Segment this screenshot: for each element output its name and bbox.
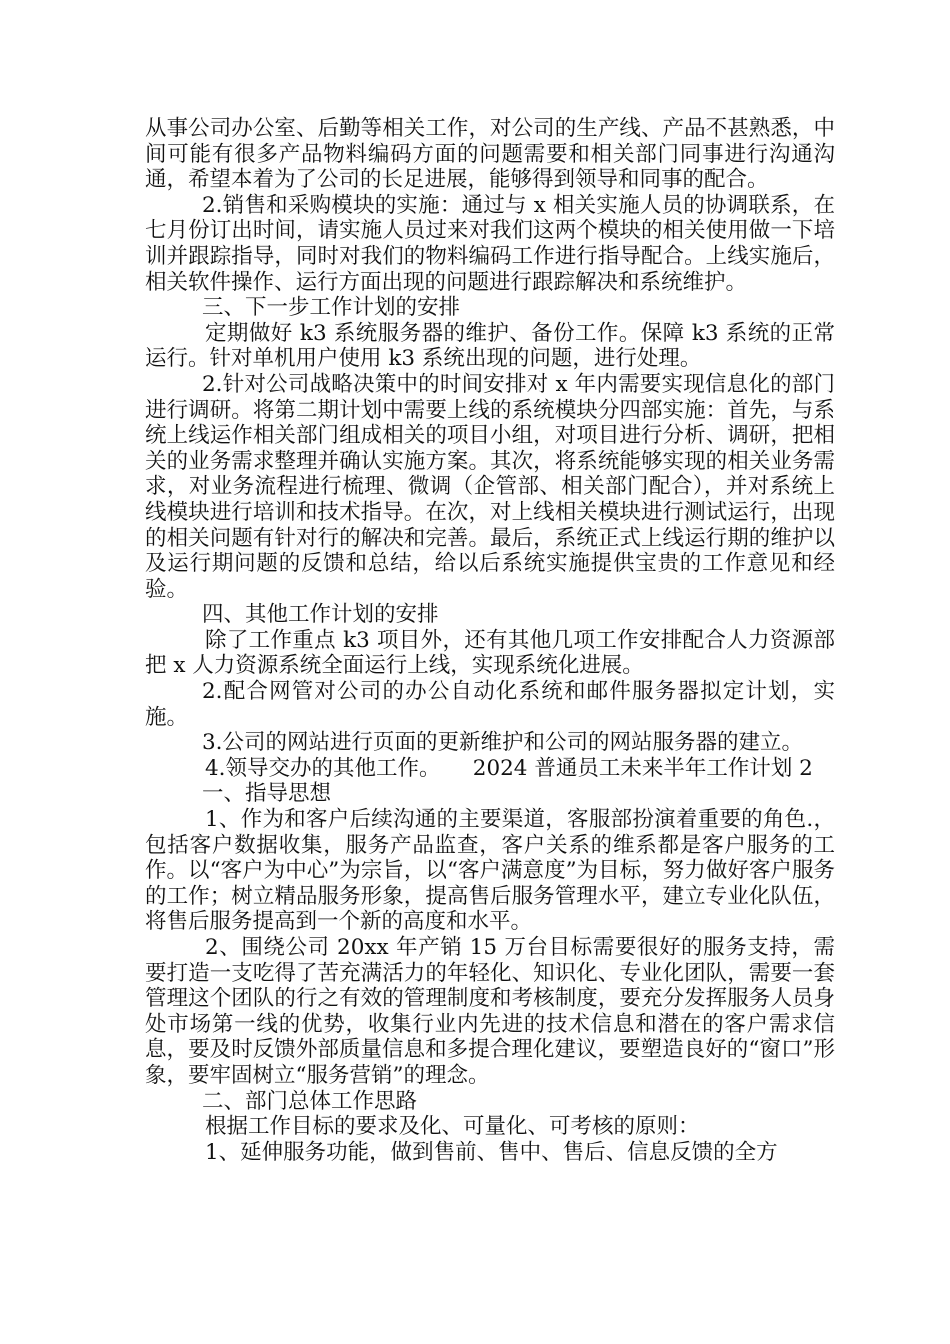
paragraph-sales-purchase: 2.销售和采购模块的实施：通过与 x 相关实施人员的协调联系，在七月份订出时间，请实施人员过来对我们这两个模块的相关使用做一下培训并跟踪指导，同时对我们的物料编码工作进行指导配合。上线实施后，相关软件操作、运行方面出现的问题进行跟踪解决和系统维护。 [145,192,835,295]
section-heading-next-plan: 三、下一步工作计划的安排 [202,295,461,321]
paragraph-customer-service-role: 1、作为和客户后续沟通的主要渠道，客服部扮演着重要的角色.，包括客户数据收集，服务产品监查，客户关系的维系都是客户服务的工作。以“客户为中心”为宗旨，以“客户满意度”为目标，努力做好客户服务的工作；树立精品服务形象，提高售后服务管理水平，建立专业化队伍，将售后服务提高到一个新的高度和水平。 [145,807,835,935]
paragraph-website: 3.公司的网站进行页面的更新维护和公司的网站服务器的建立。 [202,730,804,756]
paragraph-extend-service: 1、延伸服务功能，做到售前、售中、售后、信息反馈的全方 [205,1139,778,1165]
paragraph-k3-maintenance: 定期做好 k3 系统服务器的维护、备份工作。保障 k3 系统的正常运行。针对单机用户使用 k3 系统出现的问题，进行处理。 [145,320,835,372]
paragraph-office-automation: 2.配合网管对公司的办公自动化系统和邮件服务器拟定计划，实施。 [145,679,835,730]
paragraph-sales-target: 2、围绕公司 20xx 年产销 15 万台目标需要很好的服务支持，需要打造一支吃得了苦充满活力的年轻化、知识化、专业化团队，需要一套管理这个团队的行之有效的管理制度和考核制度，要充分发挥服务人员身处市场第一线的优势，收集行业内先进的技术信息和潜在的客户需求信息，要及时反馈外部质量信息和多提合理化建议，要塑造良好的“窗口”形象，要牢固树立“服务营销”的理念。 [145,935,835,1088]
paragraph-principles: 根据工作目标的要求及化、可量化、可考核的原则： [205,1114,700,1140]
paragraph-leader-tasks: 4.领导交办的其他工作。 2024 普通员工未来半年工作计划 2 [205,755,813,781]
paragraph-continuation: 从事公司办公室、后勤等相关工作，对公司的生产线、产品不甚熟悉，中间可能有很多产品物料编码方面的问题需要和相关部门同事进行沟通沟通，希望本着为了公司的长足进展，能够得到领导和同事的配合。 [145,116,835,193]
paragraph-research: 2.针对公司战略决策中的时间安排对 x 年内需要实现信息化的部门进行调研。将第二期计划中需要上线的系统模块分四部实施：首先，与系统上线运作相关部门组成相关的项目小组，对项目进行分析、调研，把相关的业务需求整理并确认实施方案。其次，将系统能够实现的相关业务需求，对业务流程进行梳理、微调（企管部、相关部门配合），并对系统上线模块进行培训和技术指导。在次，对上线相关模块进行测试运行，出现的相关问题有针对行的解决和完善。最后，系统正式上线运行期的维护以及运行期问题的反馈和总结，给以后系统实施提供宝贵的工作意见和经验。 [145,371,835,602]
section-heading-guiding-thought: 一、指导思想 [202,781,332,807]
section-heading-department-approach: 二、部门总体工作思路 [202,1088,418,1114]
section-heading-other-plans: 四、其他工作计划的安排 [202,602,439,628]
paragraph-hr-system: 除了工作重点 k3 项目外，还有其他几项工作安排配合人力资源部把 x 人力资源系统全面运行上线，实现系统化进展。 [145,627,835,679]
document-body [145,116,835,1165]
